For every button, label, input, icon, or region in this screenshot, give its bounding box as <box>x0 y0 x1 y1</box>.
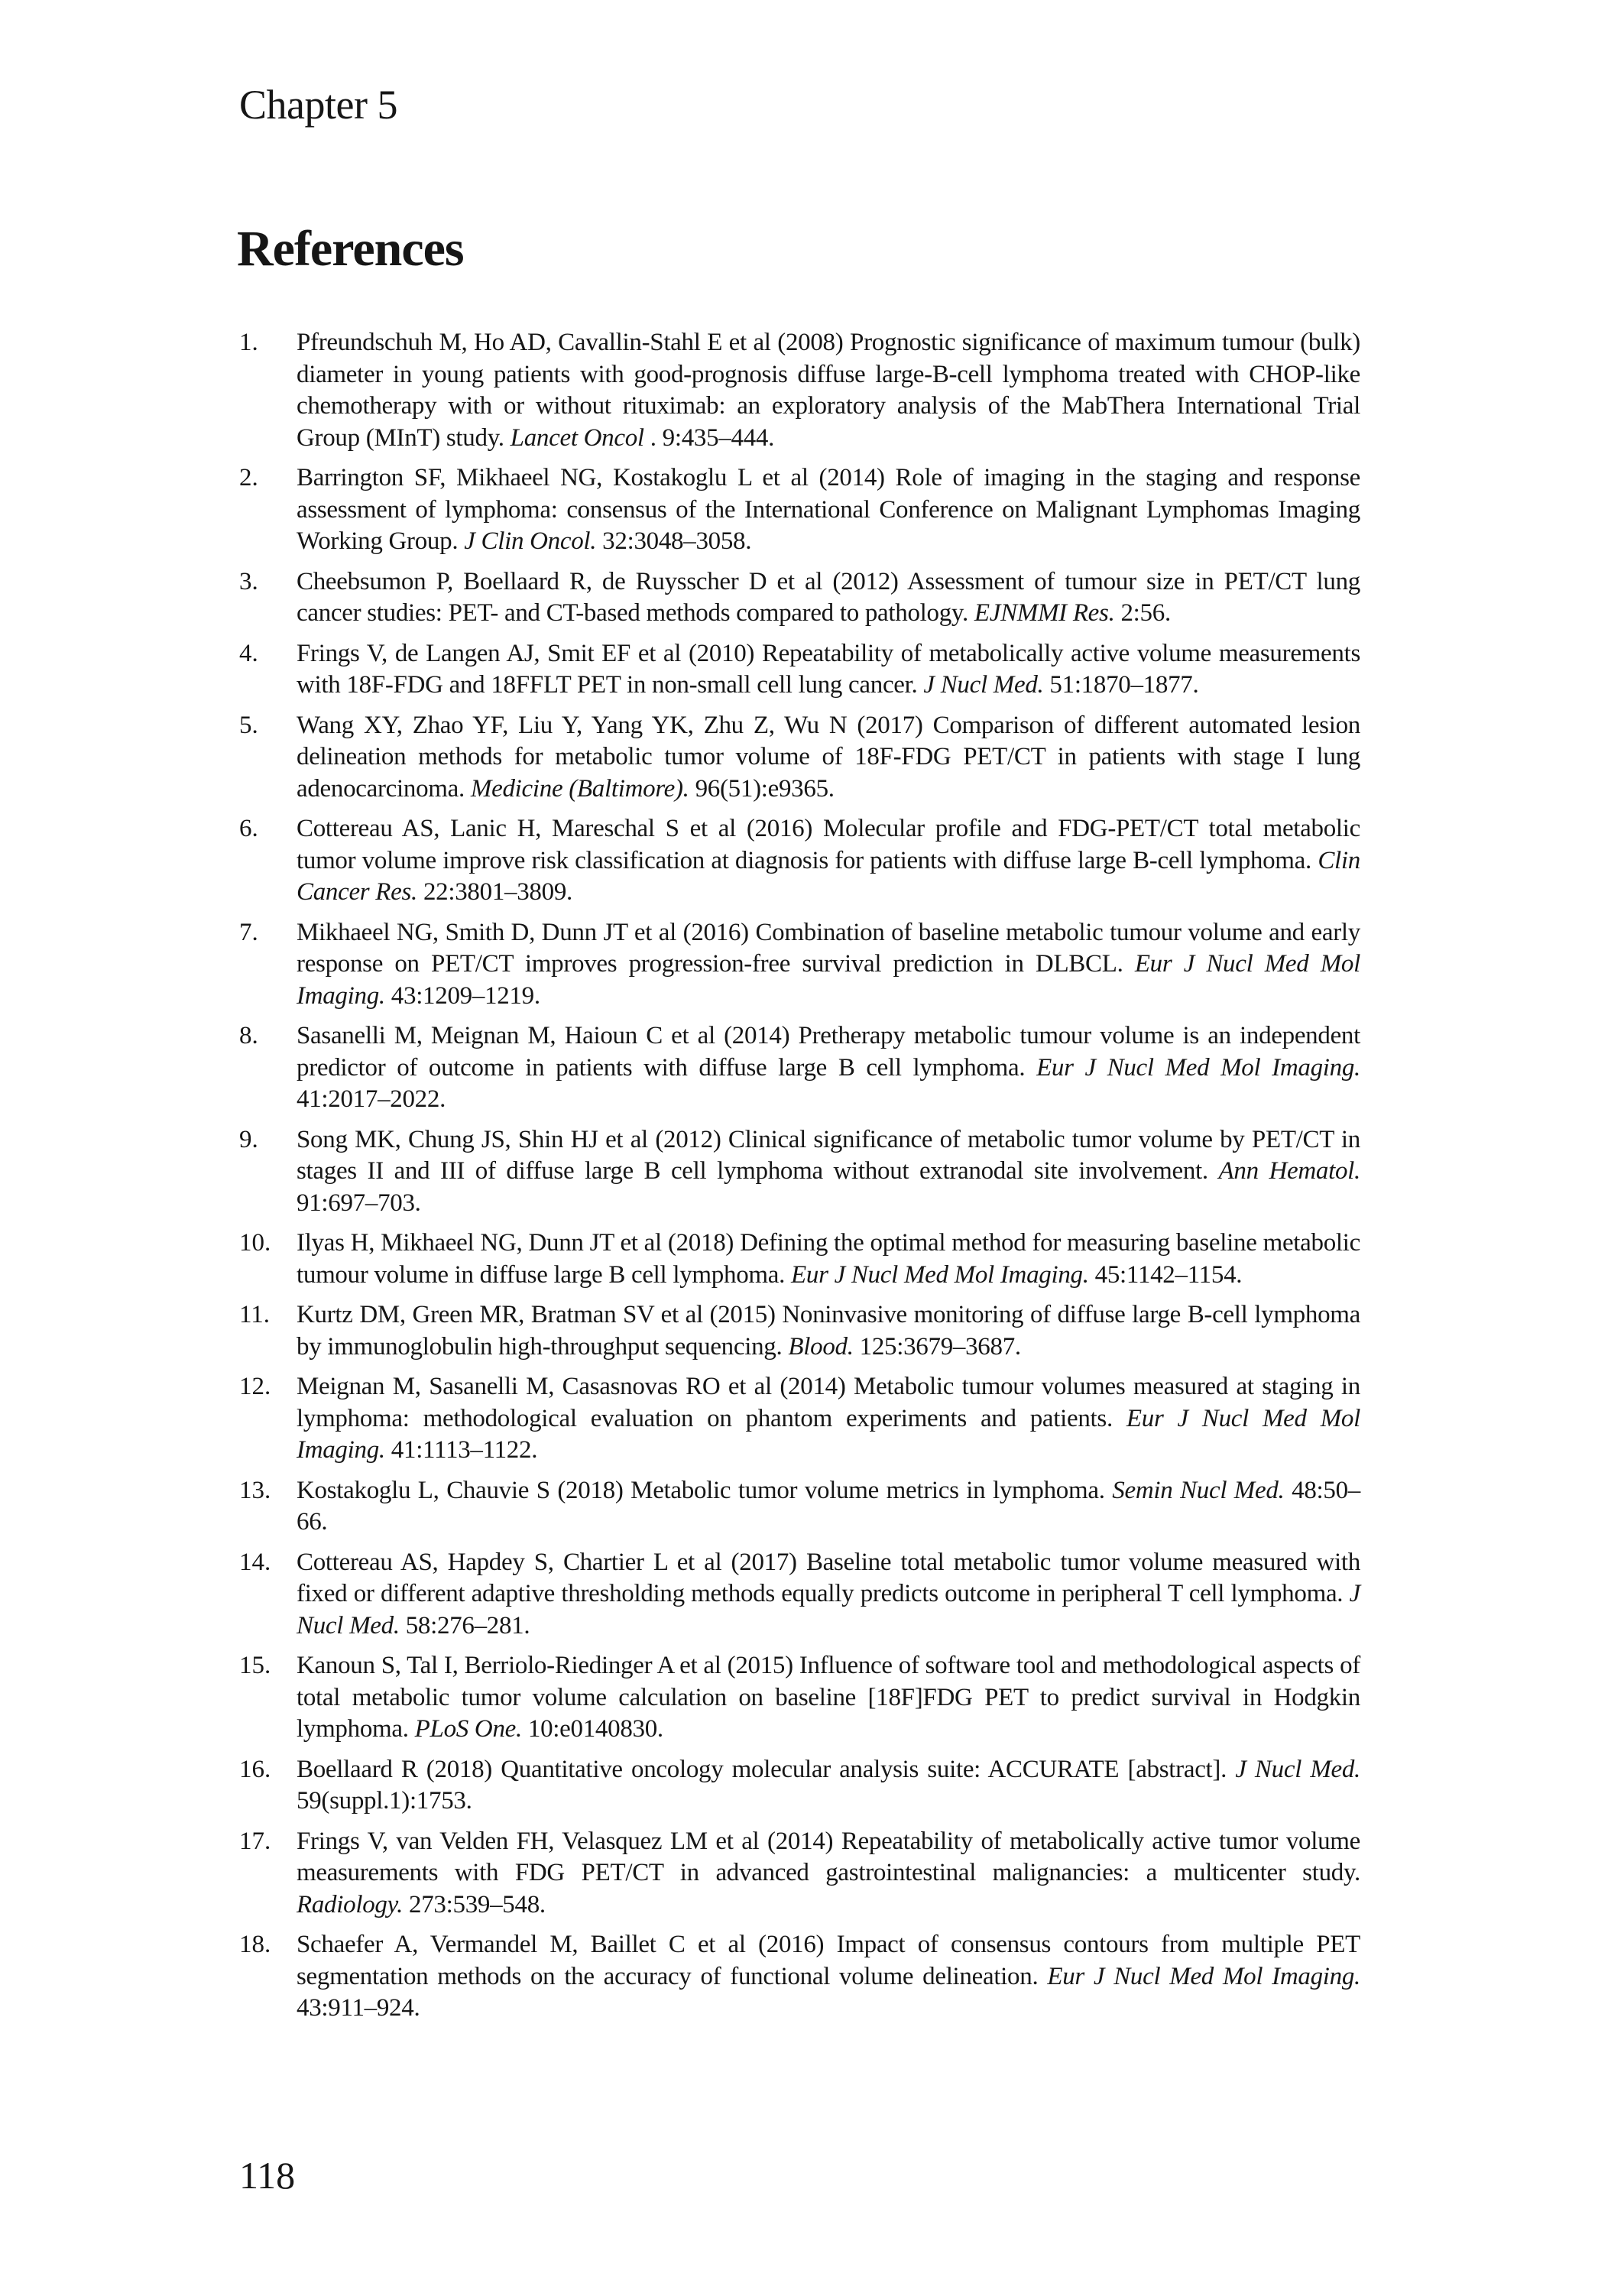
reference-citation: Ilyas H, Mikhaeel NG, Dunn JT et al (2018) Defining the optimal method for measuring baseline metabolic tumour volume in diffuse large B cell lymphoma. <box>297 1229 1360 1289</box>
reference-item <box>239 1754 1360 1818</box>
reference-text <box>297 1650 1360 1746</box>
journal-name: J Nucl Med. <box>1235 1755 1361 1783</box>
journal-name: Semin Nucl Med. <box>1112 1476 1285 1504</box>
reference-pages: 10:e0140830. <box>521 1715 663 1743</box>
reference-citation: Wang XY, Zhao YF, Liu Y, Yang YK, Zhu Z, Wu N (2017) Comparison of different automated lesion delineation methods for metabolic tumor volume of 18F-FDG PET/CT in patients with stage I lung adenocarcinoma. <box>297 711 1360 803</box>
reference-number: 16. <box>239 1755 271 1783</box>
journal-name: Eur J Nucl Med Mol Imaging. <box>1047 1962 1360 1990</box>
reference-text <box>297 566 1360 630</box>
reference-pages: 91:697–703. <box>297 1189 421 1217</box>
reference-item <box>239 1650 1360 1746</box>
reference-pages: 59(suppl.1):1753. <box>297 1787 472 1815</box>
reference-number: 6. <box>239 815 258 842</box>
reference-citation: Barrington SF, Mikhaeel NG, Kostakoglu L et al (2014) Role of imaging in the staging and response assessment of lymphoma: consensus of the International Conference on Malignant Lymphomas Imaging Working Group. <box>297 464 1360 555</box>
reference-text <box>297 1929 1360 2025</box>
reference-item <box>239 638 1360 702</box>
reference-item <box>239 1299 1360 1363</box>
journal-name: J Clin Oncol. <box>464 527 597 555</box>
reference-pages: 58:276–281. <box>399 1611 530 1639</box>
reference-citation: Frings V, de Langen AJ, Smit EF et al (2010) Repeatability of metabolically active volume measurements with 18F-FDG and 18FFLT PET in non-small cell lung cancer. <box>297 639 1360 699</box>
reference-number: 15. <box>239 1652 271 1679</box>
journal-name: J Nucl Med. <box>923 671 1044 699</box>
reference-text <box>297 1228 1360 1291</box>
reference-number: 10. <box>239 1229 271 1257</box>
reference-item <box>239 1929 1360 2025</box>
reference-number: 2. <box>239 464 258 491</box>
reference-item <box>239 566 1360 630</box>
reference-item <box>239 462 1360 558</box>
reference-text <box>297 1299 1360 1363</box>
reference-number: 4. <box>239 639 258 667</box>
journal-name: Eur J Nucl Med Mol Imaging. <box>791 1260 1089 1289</box>
reference-citation: Song MK, Chung JS, Shin HJ et al (2012) Clinical significance of metabolic tumor volume by PET/CT in stages II and III of diffuse large B cell lymphoma without extranodal site involvement. <box>297 1125 1360 1185</box>
reference-number: 18. <box>239 1931 271 1958</box>
reference-text <box>297 710 1360 806</box>
reference-number: 11. <box>239 1301 271 1328</box>
reference-number: 9. <box>239 1125 258 1153</box>
reference-pages: 125:3679–3687. <box>853 1332 1021 1361</box>
reference-pages: 43:911–924. <box>297 1994 420 2022</box>
reference-citation: Pfreundschuh M, Ho AD, Cavallin-Stahl E et al (2008) Prognostic significance of maximum tumour (bulk) diameter in young patients with good-prognosis diffuse large-B-cell lymphoma treated with CHOP-like chemotherapy with or without rituximab: an exploratory analysis of the MabThera International Trial Group (MInT) study. <box>297 329 1360 452</box>
reference-number: 1. <box>239 329 258 356</box>
reference-pages: 41:1113–1122. <box>384 1436 538 1464</box>
reference-text <box>297 1475 1360 1539</box>
reference-pages: 22:3801–3809. <box>417 878 572 906</box>
reference-text <box>297 1547 1360 1643</box>
reference-number: 5. <box>239 711 258 739</box>
reference-citation: Sasanelli M, Meignan M, Haioun C et al (2014) Pretherapy metabolic tumour volume is an independent predictor of outcome in patients with diffuse large B cell lymphoma. <box>297 1022 1360 1082</box>
reference-pages: 32:3048–3058. <box>596 527 752 555</box>
reference-citation: Kurtz DM, Green MR, Bratman SV et al (2015) Noninvasive monitoring of diffuse large B-cell lymphoma by immunoglobulin high-throughput sequencing. <box>297 1301 1360 1361</box>
reference-item <box>239 1228 1360 1291</box>
reference-citation: Cottereau AS, Hapdey S, Chartier L et al (2017) Baseline total metabolic tumor volume measured with fixed or different adaptive thresholding methods equally predicts outcome in peripheral T cell lymphoma. <box>297 1548 1360 1607</box>
reference-item <box>239 1547 1360 1643</box>
reference-item <box>239 1020 1360 1116</box>
reference-text <box>297 917 1360 1013</box>
journal-name: Blood. <box>788 1332 854 1361</box>
reference-pages: 51:1870–1877. <box>1043 671 1199 699</box>
journal-name: Ann Hematol. <box>1218 1157 1360 1185</box>
reference-citation: Kanoun S, Tal I, Berriolo-Riedinger A et al (2015) Influence of software tool and methodological aspects of total metabolic tumor volume calculation on baseline [18F]FDG PET to predict survival in Hodgkin lymphoma. <box>297 1652 1360 1743</box>
journal-name: Eur J Nucl Med Mol Imaging. <box>297 1404 1360 1464</box>
reference-text <box>297 1371 1360 1467</box>
journal-name: J Nucl Med. <box>297 1580 1360 1639</box>
reference-pages: 2:56. <box>1114 599 1171 627</box>
reference-text <box>297 327 1360 454</box>
reference-citation: Kostakoglu L, Chauvie S (2018) Metabolic tumor volume metrics in lymphoma. <box>297 1476 1113 1504</box>
reference-pages: 45:1142–1154. <box>1088 1260 1243 1289</box>
reference-number: 13. <box>239 1476 271 1504</box>
reference-number: 8. <box>239 1022 258 1049</box>
journal-name: Lancet Oncol <box>510 423 644 452</box>
journal-name: Eur J Nucl Med Mol Imaging. <box>1036 1053 1360 1082</box>
reference-pages: 273:539–548. <box>403 1890 546 1918</box>
reference-citation: Schaefer A, Vermandel M, Baillet C et al (2016) Impact of consensus contours from multiple PET segmentation methods on the accuracy of functional volume delineation. <box>297 1931 1360 1990</box>
reference-pages: 43:1209–1219. <box>384 981 540 1010</box>
reference-pages: 48:50–66. <box>297 1476 1360 1536</box>
reference-item <box>239 813 1360 909</box>
reference-pages: 41:2017–2022. <box>297 1085 446 1113</box>
reference-number: 7. <box>239 918 258 946</box>
journal-name: Clin Cancer Res. <box>297 846 1360 906</box>
reference-citation: Frings V, van Velden FH, Velasquez LM et al (2014) Repeatability of metabolically active tumor volume measurements with FDG PET/CT in advanced gastrointestinal malignancies: a multicenter study. <box>297 1827 1360 1886</box>
journal-name: PLoS One. <box>414 1715 522 1743</box>
reference-pages: . 9:435–444. <box>643 423 775 452</box>
references-list <box>239 327 1360 2033</box>
journal-name: Eur J Nucl Med Mol Imaging. <box>297 950 1361 1010</box>
page-number: 118 <box>239 2154 296 2197</box>
reference-text <box>297 462 1360 558</box>
reference-item <box>239 1124 1360 1220</box>
reference-text <box>297 813 1360 909</box>
reference-citation: Mikhaeel NG, Smith D, Dunn JT et al (2016) Combination of baseline metabolic tumour volume and early response on PET/CT improves progression-free survival prediction in DLBCL. <box>297 918 1360 978</box>
reference-text <box>297 1020 1360 1116</box>
reference-citation: Cheebsumon P, Boellaard R, de Ruysscher D et al (2012) Assessment of tumour size in PET/CT lung cancer studies: PET- and CT-based methods compared to pathology. <box>297 567 1360 627</box>
reference-text <box>297 638 1360 702</box>
reference-citation: Meignan M, Sasanelli M, Casasnovas RO et al (2014) Metabolic tumour volumes measured at staging in lymphoma: methodological evaluation on phantom experiments and patients. <box>297 1373 1360 1432</box>
reference-item <box>239 917 1360 1013</box>
reference-item <box>239 1371 1360 1467</box>
journal-name: EJNMMI Res. <box>974 599 1115 627</box>
reference-item <box>239 1475 1360 1539</box>
reference-pages: 96(51):e9365. <box>689 774 835 803</box>
chapter-label: Chapter 5 <box>239 82 397 128</box>
reference-item <box>239 1826 1360 1922</box>
reference-text <box>297 1826 1360 1922</box>
reference-citation: Cottereau AS, Lanic H, Mareschal S et al (2016) Molecular profile and FDG-PET/CT total metabolic tumor volume improve risk classification at diagnosis for patients with diffuse large B-cell lymphoma. <box>297 815 1360 874</box>
journal-name: Medicine (Baltimore). <box>470 774 689 803</box>
reference-item <box>239 710 1360 806</box>
reference-item <box>239 327 1360 454</box>
reference-number: 17. <box>239 1827 271 1855</box>
reference-number: 14. <box>239 1548 271 1576</box>
reference-citation: Boellaard R (2018) Quantitative oncology molecular analysis suite: ACCURATE [abstract]. <box>297 1755 1236 1783</box>
reference-number: 12. <box>239 1373 271 1400</box>
reference-text <box>297 1754 1360 1818</box>
reference-number: 3. <box>239 567 258 595</box>
page-title: References <box>237 221 464 277</box>
reference-text <box>297 1124 1360 1220</box>
journal-name: Radiology. <box>297 1890 404 1918</box>
